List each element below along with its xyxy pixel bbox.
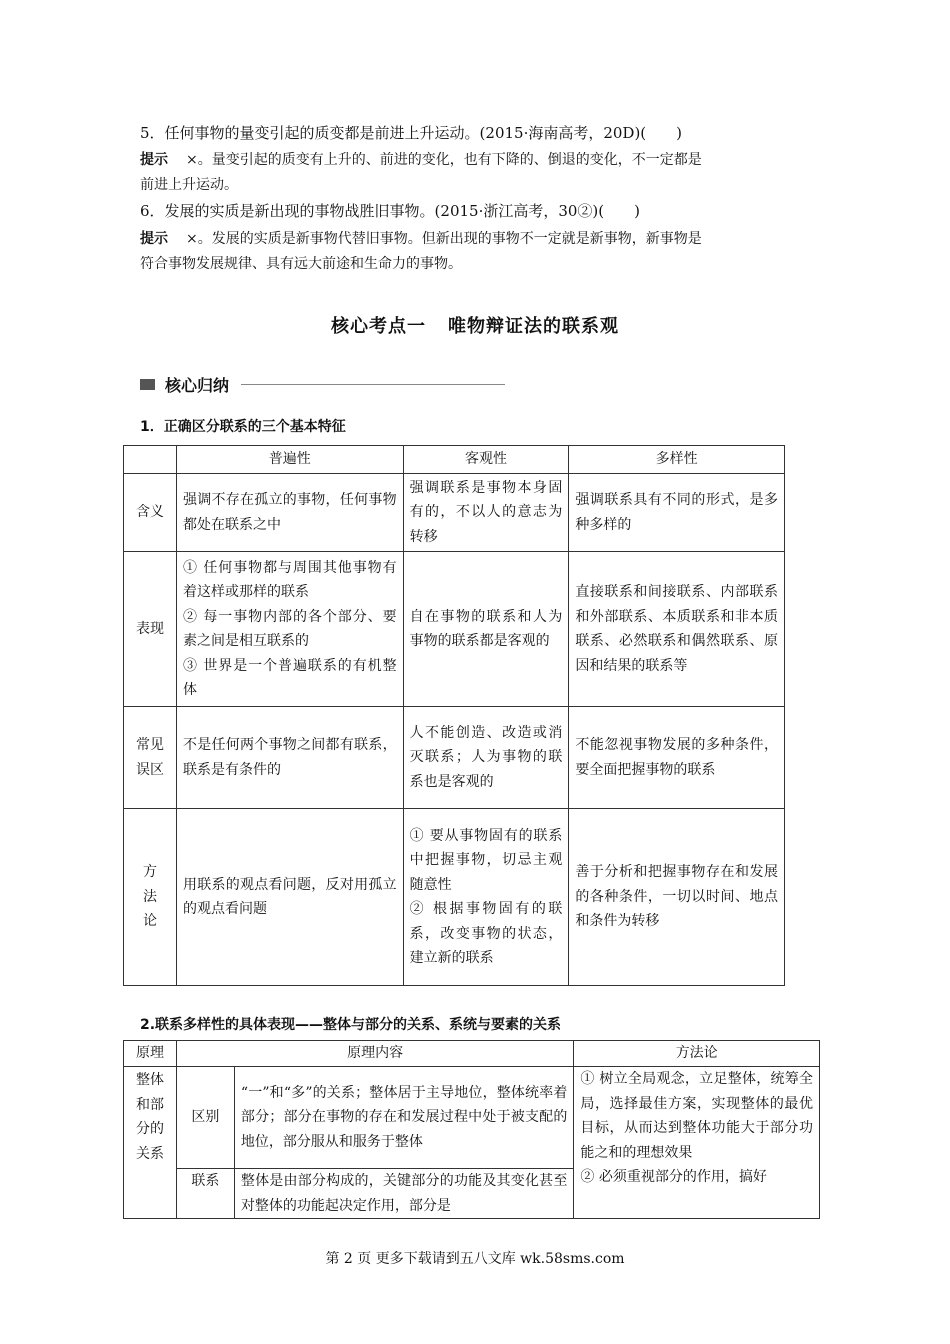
table-row — [124, 552, 785, 707]
sub-label: 联系 — [176, 1169, 234, 1219]
table1-header-objectivity: 客观性 — [403, 446, 569, 474]
table1-header-row — [124, 446, 785, 474]
row-label: 常见误区 — [124, 707, 177, 809]
table-whole-and-part — [123, 1040, 820, 1219]
table1-header-diversity: 多样性 — [569, 446, 785, 474]
table-cell: 不能忽视事物发展的多种条件，要全面把握事物的联系 — [569, 707, 785, 809]
table2-header-principle: 原理 — [124, 1041, 177, 1067]
table-cell: 自在事物的联系和人为事物的联系都是客观的 — [403, 552, 569, 707]
table-cell: 强调不存在孤立的事物，任何事物都处在联系之中 — [176, 474, 403, 552]
table-cell: 强调联系具有不同的形式，是多种多样的 — [569, 474, 785, 552]
page-footer: 第 2 页 更多下载请到五八文库 wk.58sms.com — [325, 1251, 625, 1267]
group-label: 整体和部分的关系 — [124, 1067, 177, 1219]
cell-line: ① 树立全局观念，立足整体，统筹全局，选择最佳方案，实现整体的最优目标，从而达到整体功能大于部分功能之和的理想效果 — [580, 1071, 813, 1161]
table-cell: 善于分析和把握事物存在和发展的各种条件，一切以时间、地点和条件为转移 — [569, 809, 785, 986]
table-cell — [403, 809, 569, 986]
table-cell — [176, 552, 403, 707]
table-row — [124, 1067, 820, 1169]
table-row — [124, 707, 785, 809]
sub-label: 区别 — [176, 1067, 234, 1169]
table-row — [124, 474, 785, 552]
row-label: 表现 — [124, 552, 177, 707]
table2-title: 2.联系多样性的具体表现——整体与部分的关系、系统与要素的关系 — [140, 1017, 562, 1033]
table2-header-row — [124, 1041, 820, 1067]
section-title — [0, 312, 950, 338]
table-cell: “一”和“多”的关系；整体居于主导地位，整体统率着部分；部分在事物的存在和发展过程中处于被支配的地位，部分服从和服务于整体 — [234, 1067, 574, 1169]
square-bullet-icon — [140, 379, 155, 390]
cell-line: ② 每一事物内部的各个部分、要素之间是相互联系的 — [182, 608, 397, 649]
cell-line: ① 要从事物固有的联系中把握事物，切忌主观随意性 — [409, 827, 563, 893]
table-cell: 不是任何两个事物之间都有联系，联系是有条件的 — [176, 707, 403, 809]
cell-line: ③ 世界是一个普遍联系的有机整体 — [182, 657, 397, 698]
hint-6-line-2: 符合事物发展规律、具有远大前途和生命力的事物。 — [140, 256, 462, 272]
subheading-rule — [241, 384, 505, 385]
method-cell — [574, 1067, 820, 1219]
hint-5-line-1 — [140, 149, 820, 171]
table-cell: 人不能创造、改造或消灭联系；人为事物的联系也是客观的 — [403, 707, 569, 809]
table1-header-universality: 普遍性 — [176, 446, 403, 474]
section-title-part-1: 核心考点一 — [331, 316, 426, 337]
hint-label: 提示 — [140, 231, 168, 247]
question-6: 6．发展的实质是新出现的事物战胜旧事物。(2015·浙江高考，30②)( ) — [140, 202, 640, 220]
table-cell: 强调联系是事物本身固有的，不以人的意志为转移 — [403, 474, 569, 552]
table2-header-content: 原理内容 — [176, 1041, 573, 1067]
hint-text: ×。量变引起的质变有上升的、前进的变化，也有下降的、倒退的变化，不一定都是 — [186, 152, 702, 168]
question-5: 5．任何事物的量变引起的质变都是前进上升运动。(2015·海南高考，20D)( ) — [140, 124, 683, 142]
section-title-part-2: 唯物辩证法的联系观 — [448, 316, 619, 337]
cell-line: ② 根据事物固有的联系，改变事物的状态，建立新的联系 — [409, 901, 563, 966]
table1-header-corner — [124, 446, 177, 474]
row-label: 方法论 — [124, 809, 177, 986]
cell-line: ① 任何事物都与周围其他事物有着这样或那样的联系 — [182, 559, 397, 600]
hint-6-line-1 — [140, 228, 820, 250]
table-cell: 整体是由部分构成的，关键部分的功能及其变化甚至对整体的功能起决定作用，部分是 — [234, 1169, 574, 1219]
cell-line: ② 必须重视部分的作用，搞好 — [580, 1169, 767, 1185]
hint-label: 提示 — [140, 152, 168, 168]
subheading-text: 核心归纳 — [165, 375, 230, 395]
table-cell: 用联系的观点看问题，反对用孤立的观点看问题 — [176, 809, 403, 986]
table1-title: 1．正确区分联系的三个基本特征 — [140, 419, 346, 435]
table-row — [124, 809, 785, 986]
table2-header-method: 方法论 — [574, 1041, 820, 1067]
subheading — [140, 372, 505, 396]
row-label: 含义 — [124, 474, 177, 552]
hint-5-line-2: 前进上升运动。 — [140, 177, 238, 193]
table-cell: 直接联系和间接联系、内部联系和外部联系、本质联系和非本质联系、必然联系和偶然联系、原因和结果的联系等 — [569, 552, 785, 707]
hint-text: ×。发展的实质是新事物代替旧事物。但新出现的事物不一定就是新事物，新事物是 — [186, 231, 702, 247]
table-connection-features — [123, 445, 785, 986]
